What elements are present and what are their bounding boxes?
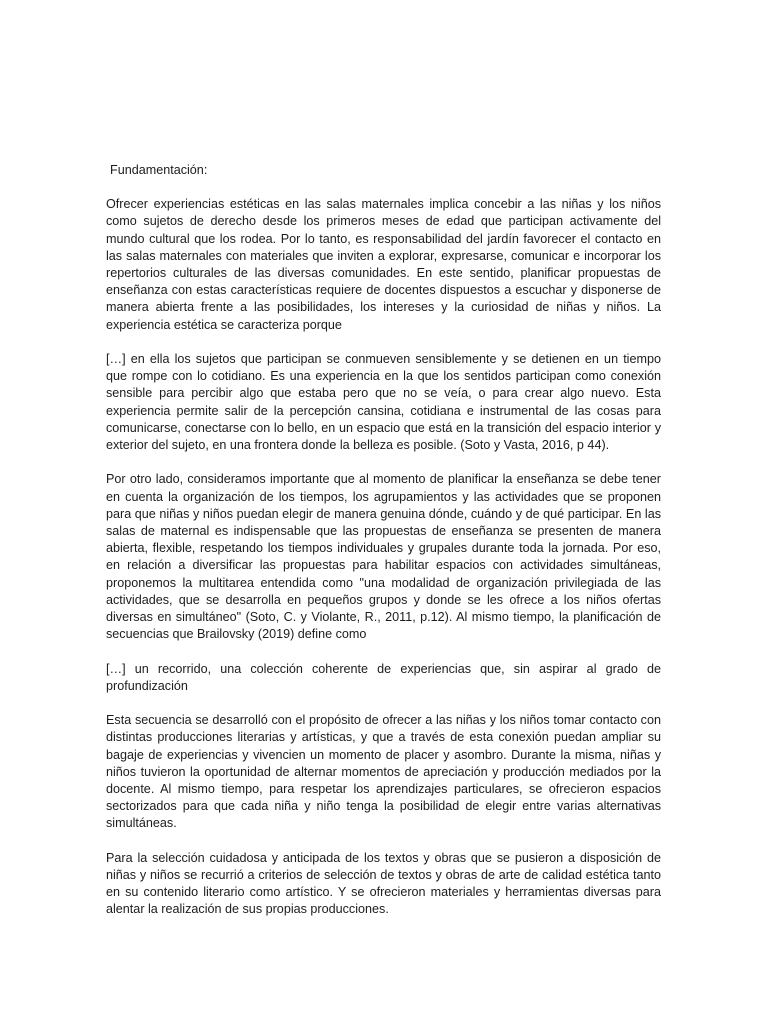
paragraph-selection: Para la selección cuidadosa y anticipada de los textos y obras que se pusieron a disposición de niñas y niños se recurrió a criterios de selección de textos y obras de arte de calidad estética tanto en su contenido literario como artístico. Y se ofrecieron materiales y herramientas diversas para alentar la realización de sus propias producciones.: [106, 850, 661, 917]
paragraph-quote-soto-vasta: […] en ella los sujetos que participan se conmueven sensiblemente y se detienen en un tiempo que rompe con lo cotidiano. Es una experiencia en la que los sentidos participan como conexión sensible para percibir algo que estaba pero que no se veía, o para crear algo nuevo. Esta experiencia permite salir de la percepción cansina, cotidiana e instrumental de las cosas para comunicarse, conectarse con lo bello, en un espacio que está en la transición del espacio interior y exterior del sujeto, en una frontera donde la belleza es posible. (Soto y Vasta, 2016, p 44).: [106, 352, 661, 453]
section-heading: Fundamentación:: [110, 163, 208, 177]
paragraph-quote-brailovsky: […] un recorrido, una colección coherente de experiencias que, sin aspirar al grado de profundización: [106, 661, 661, 693]
document-page: [106, 162, 661, 936]
paragraph-planning: Por otro lado, consideramos importante que al momento de planificar la enseñanza se debe tener en cuenta la organización de los tiempos, los agrupamientos y las actividades que se proponen para que niñas y niños puedan elegir de manera genuina dónde, cuándo y de qué participar. En las salas de maternal es indispensable que las propuestas de enseñanza se presenten de manera abierta, flexible, respetando los tiempos individuales y grupales durante toda la jornada. Por eso, en relación a diversificar las propuestas para habilitar espacios con actividades simultáneas, proponemos la multitarea entendida como "una modalidad de organización privilegiada de las actividades, que se desarrolla en pequeños grupos y donde se les ofrece a los niños ofertas diversas en simultáneo" (Soto, C. y Violante, R., 2011, p.12). Al mismo tiempo, la planificación de secuencias que Brailovsky (2019) define como: [106, 472, 661, 642]
paragraph-intro: Ofrecer experiencias estéticas en las salas maternales implica concebir a las niñas y los niños como sujetos de derecho desde los primeros meses de edad que participan activamente del mundo cultural que los rodea. Por lo tanto, es responsabilidad del jardín favorecer el contacto en las salas maternales con materiales que inviten a explorar, expresarse, comunicar e incorporar los repertorios culturales de las diversas comunidades. En este sentido, planificar propuestas de enseñanza con estas características requiere de docentes dispuestos a escuchar y disponerse de manera abierta frente a las posibilidades, los intereses y la curiosidad de niñas y niños. La experiencia estética se caracteriza porque: [106, 197, 661, 332]
paragraph-sequence: Esta secuencia se desarrolló con el propósito de ofrecer a las niñas y los niños tomar contacto con distintas producciones literarias y artísticas, y que a través de esta conexión puedan ampliar su bagaje de experiencias y vivencien un momento de placer y asombro. Durante la misma, niñas y niños tuvieron la oportunidad de alternar momentos de apreciación y producción mediados por la docente. Al mismo tiempo, para respetar los aprendizajes particulares, se ofrecieron espacios sectorizados para que cada niña y niño tenga la posibilidad de elegir entre varias alternativas simultáneas.: [106, 713, 661, 831]
